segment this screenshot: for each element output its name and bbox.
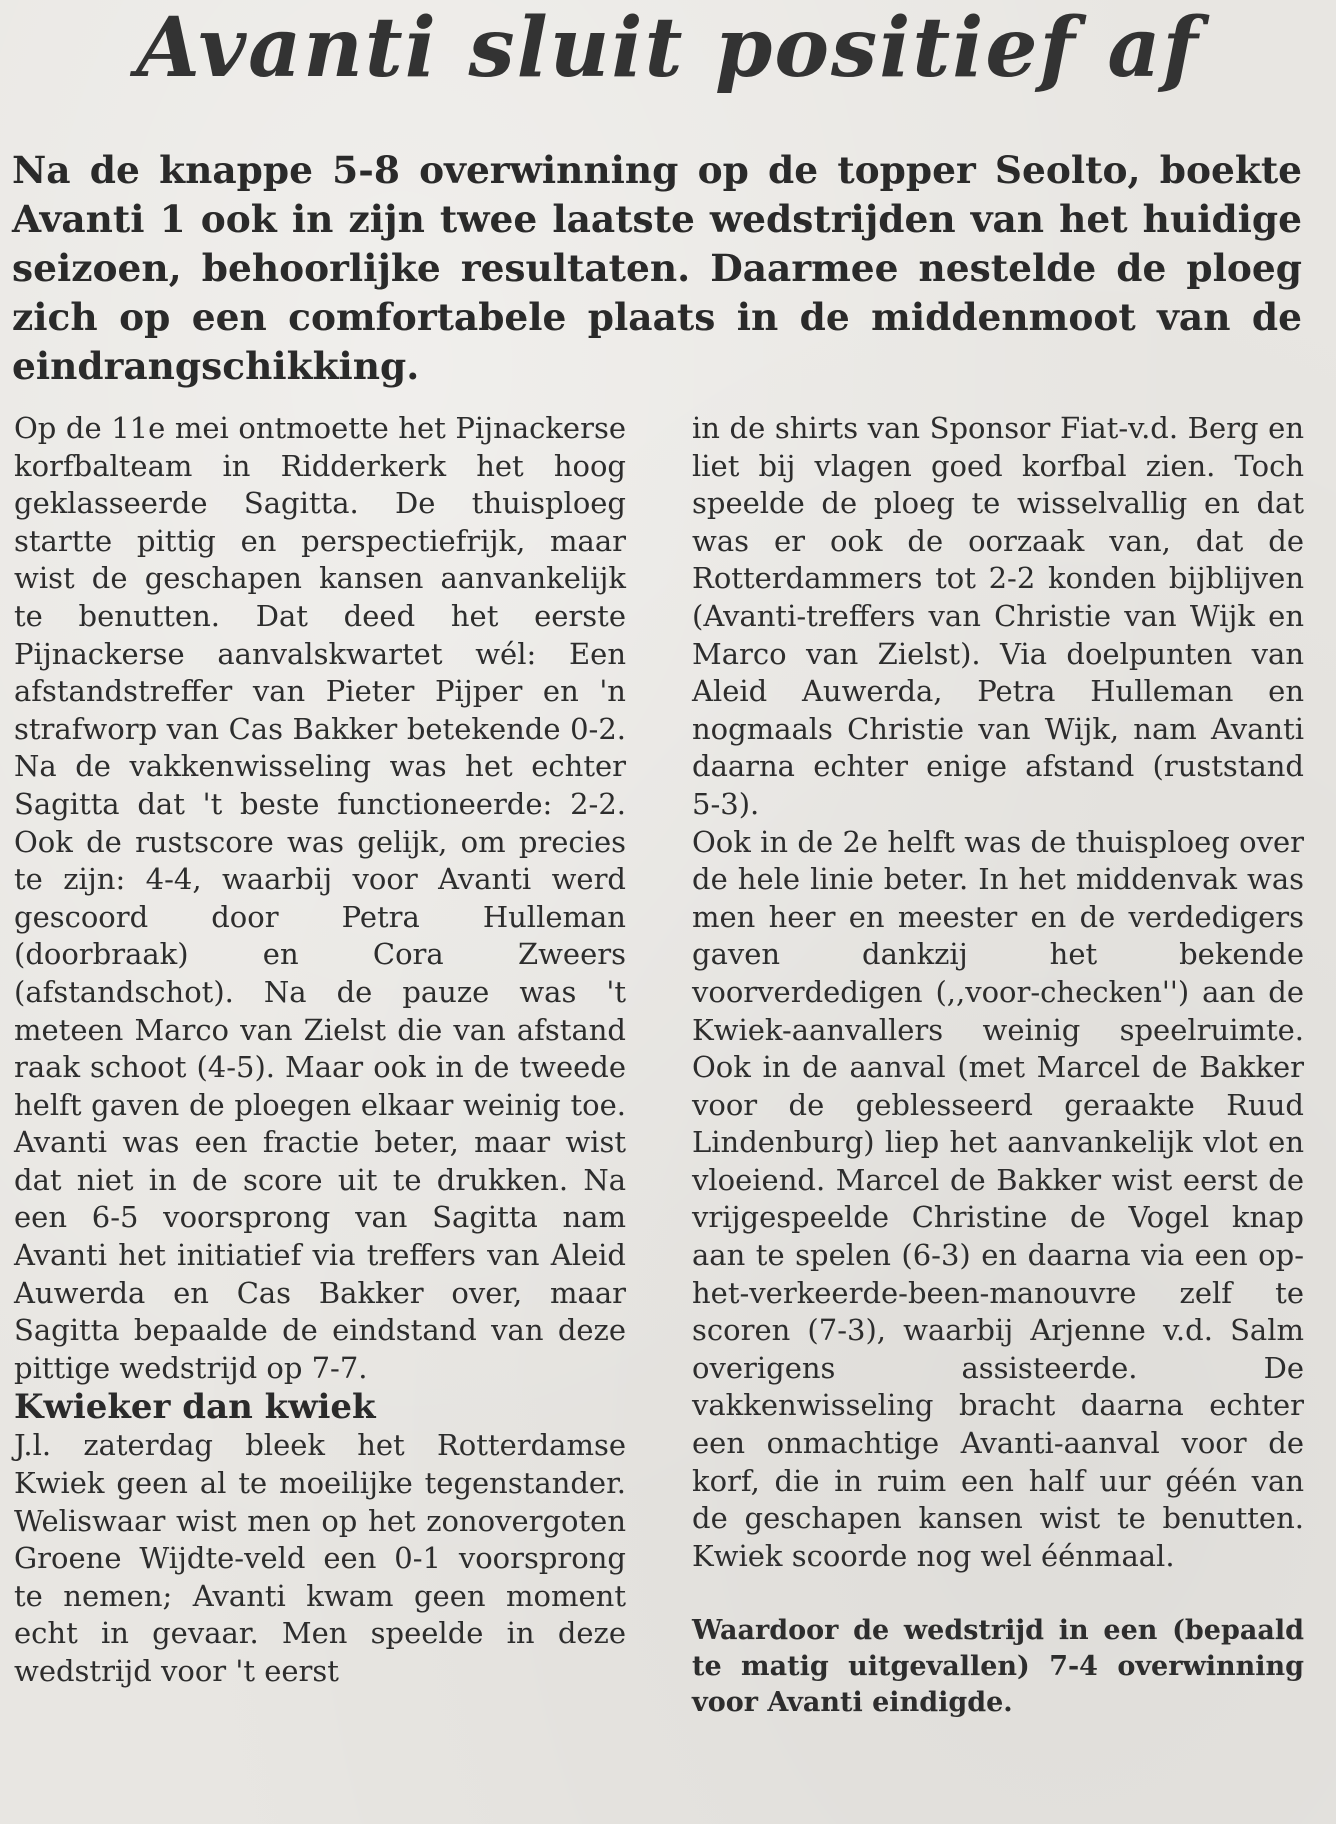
body-paragraph: Op de 11e mei ontmoette het Pijnackerse korfbalteam in Ridderkerk het hoog geklasseerde Sagitta. De thuisploeg startte pittig en perspectiefrijk, maar wist de geschapen kansen aanvankelijk te benutten. Dat deed het eerste Pijnackerse aanvalskwartet wél: Een afstandstreffer van Pieter Pijper en 'n strafworp van Cas Bakker betekende 0-2. Na de vakkenwisseling was het echter Sagitta dat 't beste functioneerde: 2-2. Ook de rustscore was gelijk, om precies te zijn: 4-4, waarbij voor Avanti werd gescoord door Petra Hulleman (doorbraak) en Cora Zweers (afstandschot). Na de pauze was 't meteen Marco van Zielst die van afstand raak schoot (4-5). Maar ook in de tweede helft gaven de ploegen elkaar weinig toe. Avanti was een fractie beter, maar wist dat niet in de score uit te drukken. Na een 6-5 voorsprong van Sagitta nam Avanti het initiatief via treffers van Aleid Auwerda en Cas Bakker over, maar Sagitta bepaalde de eindstand van deze pittige wedstrijd op 7-7. [14, 411, 626, 1385]
headline: Avanti sluit positief af [136, 0, 1200, 96]
body-paragraph: in de shirts van Sponsor Fiat-v.d. Berg en liet bij vlagen goed korfbal zien. Toch speelde de ploeg te wisselvallig en dat was er ook de oorzaak van, dat de Rotterdammers tot 2-2 konden bijblijven (Avanti-treffers van Christie van Wijk en Marco van Zielst). Via doelpunten van Aleid Auwerda, Petra Hulleman en nogmaals Christie van Wijk, nam Avanti daarna echter enige afstand (ruststand 5-3). [692, 411, 1304, 821]
subheading: Kwieker dan kwiek [14, 1387, 376, 1428]
body-paragraph: J.l. zaterdag bleek het Rotterdamse Kwiek geen al te moeilijke tegenstander. Weliswaar wist men op het zonovergoten Groene Wijdte-veld een 0-1 voorsprong te nemen; Avanti kwam geen moment echt in gevaar. Men speelde in deze wedstrijd voor 't eerst [14, 1428, 626, 1688]
body-paragraph: Ook in de 2e helft was de thuisploeg over de hele linie beter. In het middenvak was men heer en meester en de verdedigers gaven dankzij het bekende voorverdedigen (,,voor-checken'') aan de Kwiek-aanvallers weinig speelruimte. Ook in de aanval (met Marcel de Bakker voor de geblesseerd geraakte Ruud Lindenburg) liep het aanvankelijk vlot en vloeiend. Marcel de Bakker wist eerst de vrijgespeelde Christine de Vogel knap aan te spelen (6-3) en daarna via een op-het-verkeerde-been-manouvre zelf te scoren (7-3), waarbij Arjenne v.d. Salm overigens assisteerde. De vakkenwisseling bracht daarna echter een onmachtige Avanti-aanval voor de korf, die in ruim een half uur géén van de geschapen kansen wist te benutten. Kwiek scoorde nog wel éénmaal. [692, 824, 1304, 1573]
closing-paragraph: Waardoor de wedstrijd in een (bepaald te matig uitgevallen) 7-4 overwinning voor Avanti eindigde. [692, 1615, 1304, 1719]
right-column [692, 410, 1304, 1721]
lead-paragraph: Na de knappe 5-8 overwinning op de topper Seolto, boekte Avanti 1 ook in zijn twee laatste wedstrijden van het huidige seizoen, behoorlijke resultaten. Daarmee nestelde de ploeg zich op een comfortabele plaats in de middenmoot van de eindrangschikking. [12, 148, 1302, 388]
left-column [14, 410, 626, 1691]
